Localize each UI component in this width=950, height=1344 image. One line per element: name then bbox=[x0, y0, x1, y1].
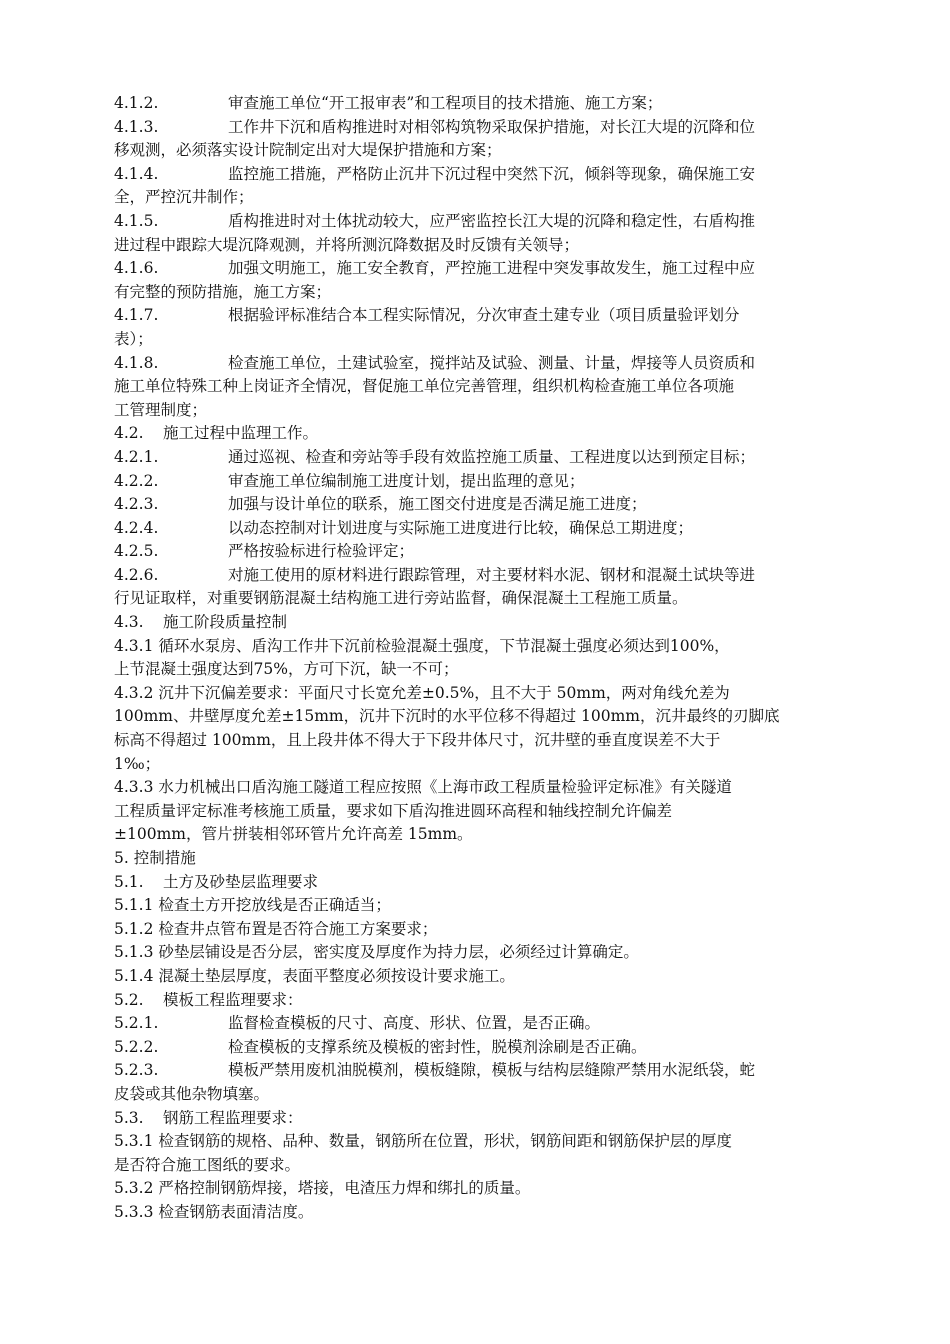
clause-text: 加强文明施工，施工安全教育，严控施工进程中突发事故发生，施工过程中应 bbox=[228, 259, 756, 278]
clause-text: 盾构推进时对土体扰动较大，应严密监控长江大堤的沉降和稳定性，右盾构推 bbox=[228, 211, 756, 230]
text-line bbox=[114, 257, 859, 281]
clause-number: 4.2.5. bbox=[114, 542, 159, 561]
clause-text: 审查施工单位编制施工进度计划，提出监理的意见； bbox=[228, 471, 585, 490]
clause-text: 5.1.4 混凝土垫层厚度，表面平整度必须按设计要求施工。 bbox=[114, 966, 515, 985]
clause-text: 检查施工单位，土建试验室，搅拌站及试验、测量、计量，焊接等人员资质和 bbox=[228, 353, 756, 372]
clause-number: 5.2.1. bbox=[114, 1014, 159, 1033]
text-line bbox=[114, 210, 859, 234]
text-line bbox=[114, 729, 859, 753]
clause-number: 4.2. bbox=[114, 424, 144, 443]
clause-text: 4.3.3 水力机械出口盾沟施工隧道工程应按照《上海市政工程质量检验评定标准》有关隧道 bbox=[114, 778, 732, 797]
clause-number: 5.2.3. bbox=[114, 1061, 159, 1080]
clause-text: 有完整的预防措施，施工方案； bbox=[114, 282, 332, 301]
clause-number: 4.2.4. bbox=[114, 518, 159, 537]
clause-text: 移观测，必须落实设计院制定出对大堤保护措施和方案； bbox=[114, 141, 502, 160]
text-line bbox=[114, 234, 859, 258]
text-line bbox=[114, 705, 859, 729]
clause-number: 5.3. bbox=[114, 1108, 144, 1127]
clause-text: 施工单位特殊工种上岗证齐全情况，督促施工单位完善管理，组织机构检查施工单位各项施 bbox=[114, 377, 735, 396]
text-line bbox=[114, 941, 859, 965]
text-line bbox=[114, 422, 859, 446]
clause-text: 对施工使用的原材料进行跟踪管理，对主要材料水泥、钢材和混凝土试块等进 bbox=[228, 565, 756, 584]
text-line bbox=[114, 847, 859, 871]
clause-text: 工管理制度； bbox=[114, 400, 208, 419]
text-line bbox=[114, 517, 859, 541]
text-line bbox=[114, 871, 859, 895]
clause-number: 5.1. bbox=[114, 872, 144, 891]
clause-number: 4.1.4. bbox=[114, 164, 159, 183]
clause-number: 5.2.2. bbox=[114, 1037, 159, 1056]
text-line bbox=[114, 281, 859, 305]
text-line bbox=[114, 92, 859, 116]
clause-text: 5.3.2 严格控制钢筋焊接，塔接，电渣压力焊和绑扎的质量。 bbox=[114, 1179, 531, 1198]
clause-text: 土方及砂垫层监理要求 bbox=[163, 872, 319, 891]
text-line bbox=[114, 540, 859, 564]
text-line bbox=[114, 587, 859, 611]
clause-text: 工作井下沉和盾构推进时对相邻构筑物采取保护措施，对长江大堤的沉降和位 bbox=[228, 117, 756, 136]
clause-text: 行见证取样，对重要钢筋混凝土结构施工进行旁站监督，确保混凝土工程施工质量。 bbox=[114, 589, 688, 608]
clause-text: 根据验评标准结合本工程实际情况，分次审查土建专业（项目质量验评划分 bbox=[228, 306, 740, 325]
text-line bbox=[114, 163, 859, 187]
clause-text: 5. 控制措施 bbox=[114, 849, 196, 867]
clause-number: 4.1.2. bbox=[114, 94, 159, 112]
clause-text: 全，严控沉井制作； bbox=[114, 188, 254, 207]
clause-text: 5.1.3 砂垫层铺设是否分层，密实度及厚度作为持力层，必须经过计算确定。 bbox=[114, 943, 639, 962]
text-line bbox=[114, 470, 859, 494]
clause-number: 5.2. bbox=[114, 990, 144, 1009]
clause-number: 4.1.6. bbox=[114, 259, 159, 278]
text-line bbox=[114, 186, 859, 210]
clause-text: 审查施工单位“开工报审表”和工程项目的技术措施、施工方案； bbox=[228, 94, 663, 112]
text-line bbox=[114, 894, 859, 918]
text-line bbox=[114, 116, 859, 140]
text-line bbox=[114, 1177, 859, 1201]
text-line bbox=[114, 139, 859, 163]
clause-text: 施工过程中监理工作。 bbox=[163, 424, 319, 443]
clause-text: 5.3.3 检查钢筋表面清洁度。 bbox=[114, 1202, 314, 1221]
clause-number: 4.1.7. bbox=[114, 306, 159, 325]
text-line bbox=[114, 823, 859, 847]
text-line bbox=[114, 375, 859, 399]
clause-text: ±100mm，管片拼装相邻环管片允许高差 15mm。 bbox=[114, 825, 473, 844]
clause-text: 通过巡视、检查和旁站等手段有效监控施工质量、工程进度以达到预定目标； bbox=[228, 447, 756, 466]
clause-text: 以动态控制对计划进度与实际施工进度进行比较，确保总工期进度； bbox=[228, 518, 694, 537]
text-line bbox=[114, 658, 859, 682]
text-line bbox=[114, 635, 859, 659]
clause-text: 加强与设计单位的联系，施工图交付进度是否满足施工进度； bbox=[228, 495, 647, 514]
text-line bbox=[114, 1130, 859, 1154]
clause-number: 4.2.2. bbox=[114, 471, 159, 490]
clause-text: 4.3.2 沉井下沉偏差要求：平面尺寸长宽允差±0.5%，且不大于 50mm，两对角线允差为 bbox=[114, 683, 730, 702]
text-line bbox=[114, 753, 859, 777]
text-line bbox=[114, 989, 859, 1013]
clause-number: 4.2.3. bbox=[114, 495, 159, 514]
clause-text: 5.1.1 检查土方开挖放线是否正确适当； bbox=[114, 896, 391, 915]
clause-text: 4.3.1 循环水泵房、盾沟工作井下沉前检验混凝土强度，下节混凝土强度必须达到100%， bbox=[114, 636, 730, 655]
clause-text: 标高不得超过 100mm，且上段井体不得大于下段井体尺寸，沉井壁的垂直度误差不大于 bbox=[114, 731, 721, 750]
text-line bbox=[114, 399, 859, 423]
clause-text: 钢筋工程监理要求： bbox=[163, 1108, 303, 1127]
text-line bbox=[114, 965, 859, 989]
clause-text: 1‰； bbox=[114, 754, 161, 773]
clause-text: 模板严禁用废机油脱模剂，模板缝隙，模板与结构层缝隙严禁用水泥纸袋，蛇 bbox=[228, 1061, 756, 1080]
clause-text: 是否符合施工图纸的要求。 bbox=[114, 1155, 301, 1174]
clause-text: 5.1.2 检查井点管布置是否符合施工方案要求； bbox=[114, 919, 438, 938]
clause-text: 检查模板的支撑系统及模板的密封性，脱模剂涂刷是否正确。 bbox=[228, 1037, 647, 1056]
clause-text: 施工阶段质量控制 bbox=[163, 613, 288, 632]
text-line bbox=[114, 446, 859, 470]
clause-number: 4.3. bbox=[114, 613, 144, 632]
text-line bbox=[114, 1154, 859, 1178]
clause-text: 表）； bbox=[114, 329, 153, 348]
text-line bbox=[114, 611, 859, 635]
text-line bbox=[114, 776, 859, 800]
text-line bbox=[114, 1201, 859, 1225]
text-line bbox=[114, 1083, 859, 1107]
clause-text: 100mm、井壁厚度允差±15mm，沉井下沉时的水平位移不得超过 100mm，沉井最终的刃脚底 bbox=[114, 707, 780, 726]
text-line bbox=[114, 1036, 859, 1060]
text-line bbox=[114, 918, 859, 942]
text-line bbox=[114, 352, 859, 376]
text-line bbox=[114, 1012, 859, 1036]
text-line bbox=[114, 800, 859, 824]
clause-number: 4.1.3. bbox=[114, 117, 159, 136]
text-line bbox=[114, 493, 859, 517]
clause-text: 模板工程监理要求： bbox=[163, 990, 303, 1009]
clause-text: 进过程中跟踪大堤沉降观测，并将所测沉降数据及时反馈有关领导； bbox=[114, 235, 580, 254]
clause-text: 5.3.1 检查钢筋的规格、品种、数量，钢筋所在位置，形状，钢筋间距和钢筋保护层的厚度 bbox=[114, 1132, 732, 1151]
clause-text: 严格按验标进行检验评定； bbox=[228, 542, 415, 561]
clause-text: 监督检查模板的尺寸、高度、形状、位置，是否正确。 bbox=[228, 1014, 601, 1033]
text-line bbox=[114, 1107, 859, 1131]
clause-text: 皮袋或其他杂物填塞。 bbox=[114, 1084, 270, 1103]
text-line bbox=[114, 564, 859, 588]
clause-number: 4.1.8. bbox=[114, 353, 159, 372]
text-line bbox=[114, 1059, 859, 1083]
clause-number: 4.2.6. bbox=[114, 565, 159, 584]
text-line bbox=[114, 304, 859, 328]
text-line bbox=[114, 682, 859, 706]
clause-text: 上节混凝土强度达到75%，方可下沉，缺一不可； bbox=[114, 660, 459, 679]
clause-text: 监控施工措施，严格防止沉井下沉过程中突然下沉，倾斜等现象，确保施工安 bbox=[228, 164, 756, 183]
clause-number: 4.2.1. bbox=[114, 447, 159, 466]
text-line bbox=[114, 328, 859, 352]
document-page bbox=[114, 92, 859, 1225]
clause-text: 工程质量评定标准考核施工质量，要求如下盾沟推进圆环高程和轴线控制允许偏差 bbox=[114, 801, 673, 820]
clause-number: 4.1.5. bbox=[114, 211, 159, 230]
